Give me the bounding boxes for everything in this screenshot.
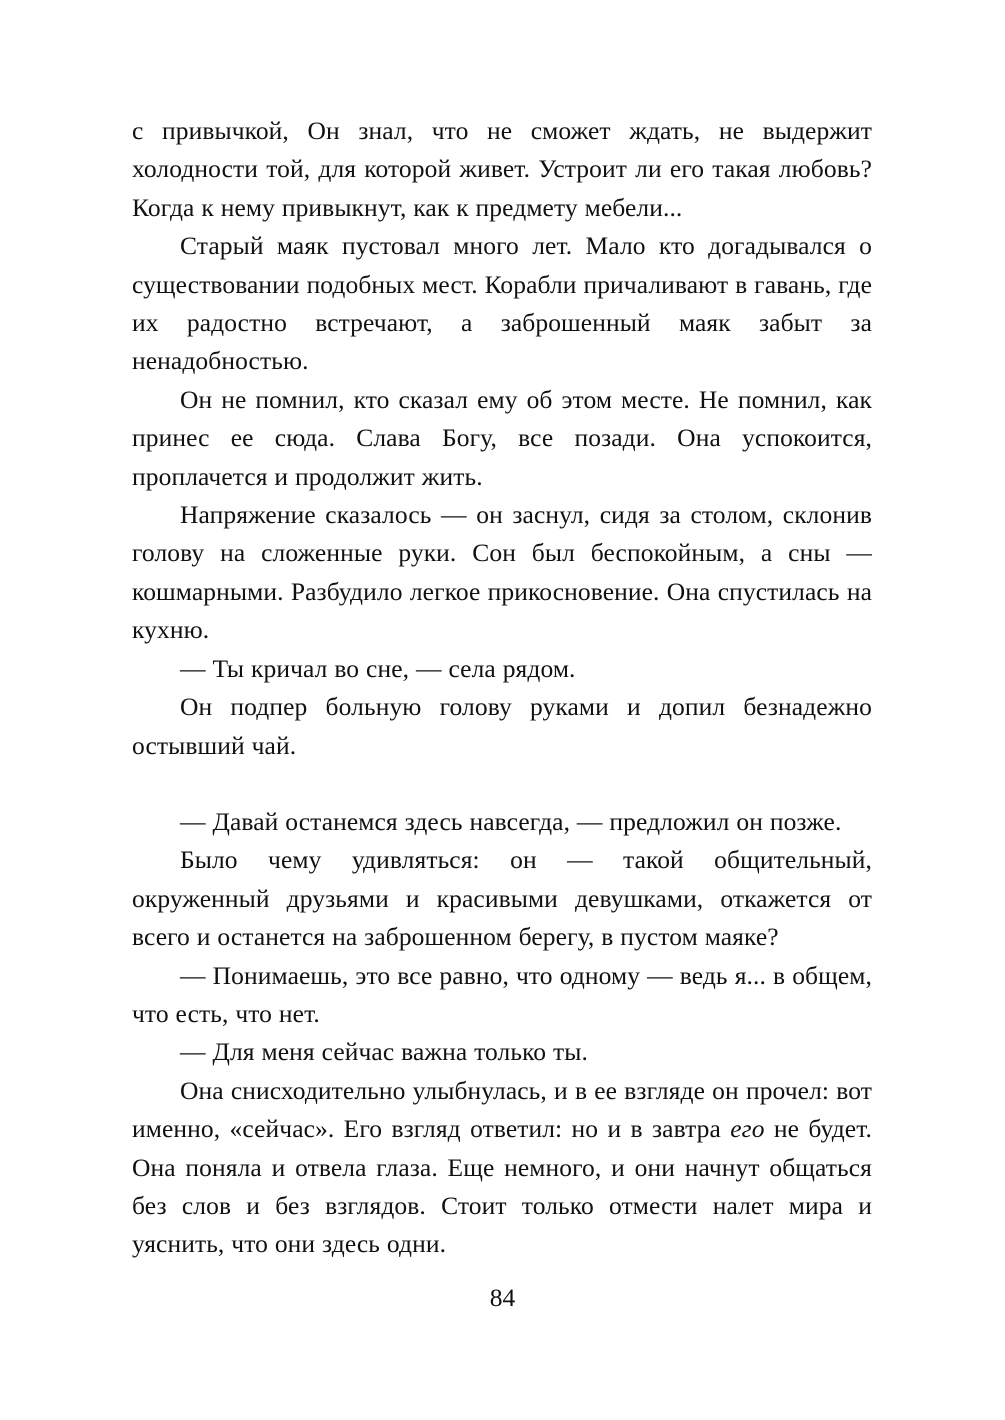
- paragraph: Он подпер больную голову руками и допил безнадежно остывший чай.: [132, 692, 872, 760]
- paragraph: с привычкой, Он знал, что не сможет ждать, не выдержит холодности той, для которой живет. Устроит ли его такая любовь? Когда к нему привыкнут, как к предмету мебели...: [132, 116, 872, 222]
- paragraph: Напряжение сказалось — он заснул, сидя за столом, склонив голову на сложенные руки. Сон был беспокойным, а сны — кошмарными. Разбудило легкое прикосновение. Она спустилась на кухню.: [132, 500, 872, 645]
- dialogue-line: — Понимаешь, это все равно, что одному — ведь я... в общем, что есть, что нет.: [132, 960, 872, 1028]
- body-text-column: [132, 112, 872, 1264]
- paragraph: Было чему удивляться: он — такой общительный, окруженный друзьями и красивыми девушками, откажется от всего и останется на заброшенном берегу, в пустом маяке?: [132, 845, 872, 952]
- italic-word: его: [730, 1114, 765, 1144]
- paragraph-text-part-1: Она снисходительно улыбнулась, и в ее взгляде он прочел: вот именно, «сейчас». Его взгляд ответил: но и в завтра: [132, 1075, 872, 1144]
- dialogue-line: — Давай останемся здесь навсегда, — предложил он позже.: [180, 806, 842, 836]
- paragraph: Старый маяк пустовал много лет. Мало кто догадывался о существовании подобных мест. Корабли причаливают в гавань, где их радостно встречают, а заброшенный маяк забыт за ненадобностью.: [132, 231, 872, 376]
- paragraph-with-italic: [132, 1072, 872, 1264]
- dialogue-line: — Ты кричал во сне, — села рядом.: [180, 653, 576, 683]
- section-break: [132, 765, 872, 803]
- dialogue-line: — Для меня сейчас важна только ты.: [180, 1037, 588, 1067]
- paragraph-text-part-2: не будет. Она поняла и отвела глаза. Еще немного, и они начнут общаться без слов и без взглядов. Стоит только отмести налет мира и уяснить, что они здесь одни.: [132, 1114, 873, 1259]
- paragraph: Он не помнил, кто сказал ему об этом месте. Не помнил, как принес ее сюда. Слава Богу, все позади. Она успокоится, проплачется и продолжит жить.: [132, 384, 872, 491]
- page-number: 84: [489, 1283, 516, 1312]
